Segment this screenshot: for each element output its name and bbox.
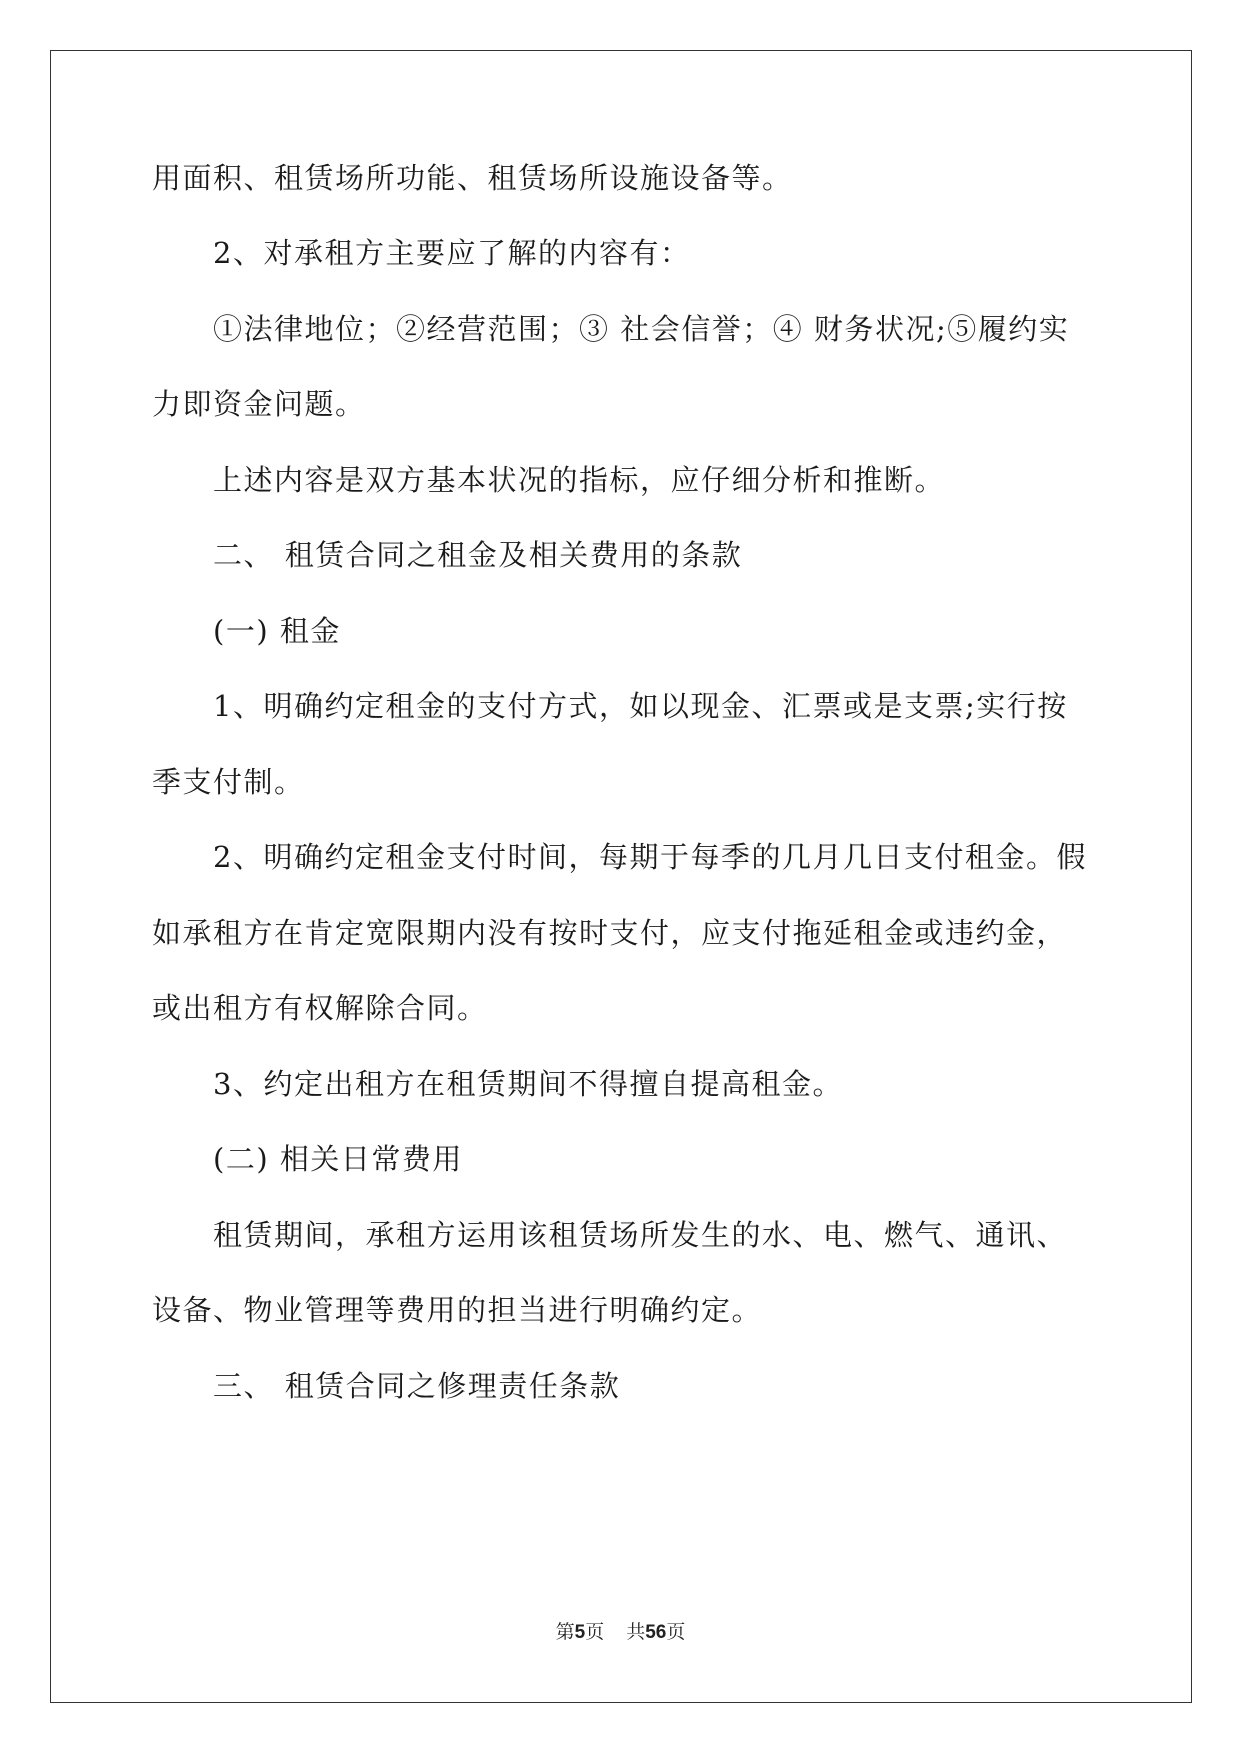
- paragraph-line: ①法律地位；②经营范围；③ 社会信誉；④ 财务状况;⑤履约实: [213, 312, 1070, 346]
- paragraph-line: 2、对承租方主要应了解的内容有：: [213, 236, 691, 270]
- paragraph-line: 2、明确约定租金支付时间，每期于每季的几月几日支付租金。假: [213, 840, 1087, 874]
- total-suffix: 页: [666, 1621, 686, 1643]
- page-prefix: 第: [555, 1621, 575, 1643]
- paragraph-line: 季支付制。: [152, 765, 305, 799]
- total-pages: 56: [645, 1622, 667, 1643]
- subsection-heading: (二) 相关日常费用: [213, 1142, 463, 1176]
- paragraph-line: 3、约定出租方在租赁期间不得擅自提高租金。: [213, 1067, 843, 1101]
- paragraph-line: 如承租方在肯定宽限期内没有按时支付，应支付拖延租金或违约金，: [152, 916, 1068, 950]
- page-number: 5: [574, 1622, 586, 1643]
- page-suffix: 页: [585, 1621, 605, 1643]
- section-heading: 二、 租赁合同之租金及相关费用的条款: [213, 538, 743, 572]
- paragraph-line: 力即资金问题。: [152, 387, 366, 421]
- paragraph-line: 上述内容是双方基本状况的指标，应仔细分析和推断。: [213, 463, 946, 497]
- total-prefix: 共: [626, 1621, 646, 1643]
- subsection-heading: (一) 租金: [213, 614, 341, 648]
- paragraph-line: 或出租方有权解除合同。: [152, 991, 488, 1025]
- section-heading: 三、 租赁合同之修理责任条款: [213, 1369, 621, 1403]
- page-footer: [0, 1617, 1241, 1644]
- paragraph-line: 租赁期间，承租方运用该租赁场所发生的水、电、燃气、通讯、: [213, 1218, 1068, 1252]
- paragraph-line: 设备、物业管理等费用的担当进行明确约定。: [152, 1293, 763, 1327]
- paragraph-line: 用面积、租赁场所功能、租赁场所设施设备等。: [152, 161, 793, 195]
- paragraph-line: 1、明确约定租金的支付方式，如以现金、汇票或是支票;实行按: [213, 689, 1068, 723]
